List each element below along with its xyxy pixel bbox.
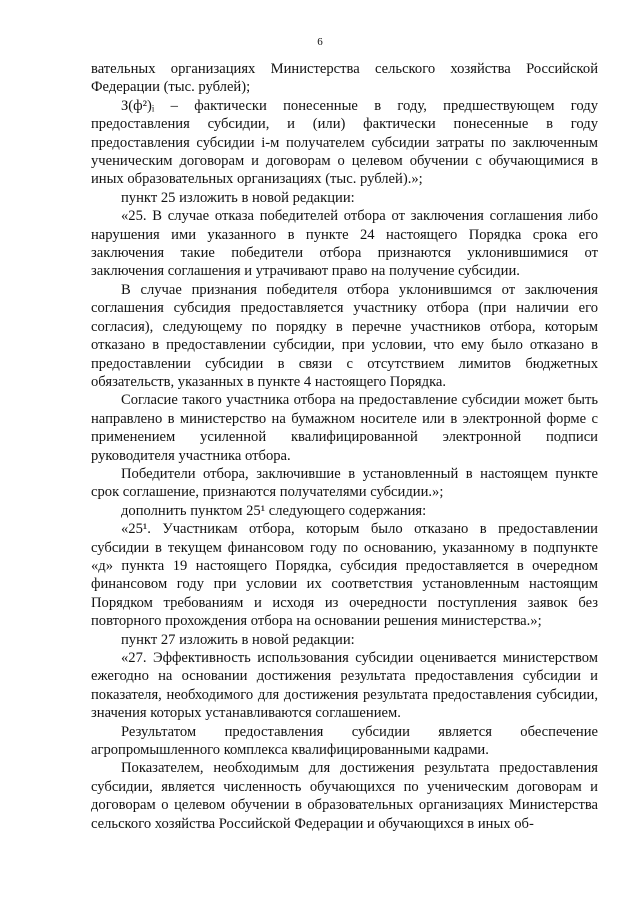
paragraph: дополнить пунктом 25¹ следующего содержания: [121, 502, 427, 519]
paragraph: В случае признания победителя отбора уклонившимся от заключения соглашения субсидия предоставляется участнику отбора (при наличии его согласия), следующему по порядку в перечне участников отбора, которым отказано в предоставлении субсидии, при условии, что ему было отказано в предоставлении субсидии в связи с отсутствием лимитов бюджетных обязательств, указанных в пункте 4 настоящего Порядка. [91, 281, 598, 390]
paragraph: вательных организациях Министерства сельского хозяйства Российской Федерации (тыс. рублей); [91, 61, 598, 96]
paragraph: Результатом предоставления субсидии является обеспечение агропромышленного комплекса квалифицированными кадрами. [91, 723, 598, 759]
paragraph: Согласие такого участника отбора на предоставление субсидии может быть направлено в министерство на бумажном носителе или в электронной форме с применением усиленной квалифицированной электронной подписи руководителя участника отбора. [91, 392, 598, 464]
page-number: 6 [317, 36, 323, 48]
paragraph: Победители отбора, заключившие в установленный в настоящем пункте срок соглашение, признаются получателями субсидии.»; [91, 465, 598, 501]
paragraph: Показателем, необходимым для достижения результата предоставления субсидии, является численность обучающихся по ученическим договорам и договорам о целевом обучении в образовательных организациях Министерства сельского хозяйства Российской Федерации и обучающихся в иных об- [91, 760, 598, 832]
paragraph: «25¹. Участникам отбора, которым было отказано в предоставлении субсидии в текущем финансовом году по основанию, указанному в подпункте «д» пункта 19 настоящего Порядка, субсидия предоставляется в очередном финансовом году при условии их соответствия установленным настоящим Порядком требованиям и исходя из очередности поступления заявок без повторного прохождения отбора на основании решения министерства.»; [91, 521, 598, 630]
paragraph: «25. В случае отказа победителей отбора от заключения соглашения либо нарушения ими указанного в пункте 24 настоящего Порядка срока его заключения такие победители отбора признаются уклонившимися от заключения соглашения и утрачивают право на получение субсидии. [91, 208, 598, 280]
paragraph: З(ф²)ᵢ – фактически понесенные в году, предшествующем году предоставления субсидии, и (или) фактически понесенные в году предоставления субсидии i-м получателем субсидии затраты по заключенным ученическим договорам и договорам о целевом обучении с обучающимися в иных образовательных организациях (тыс. рублей).»; [91, 97, 598, 188]
document-body [91, 60, 598, 833]
paragraph: пункт 25 изложить в новой редакции: [121, 189, 355, 206]
paragraph: «27. Эффективность использования субсидии оценивается министерством ежегодно на основании достижения результата предоставления субсидии и показателя, необходимого для достижения результата предоставления субсидии, значения которых устанавливаются соглашением. [91, 650, 598, 722]
paragraph: пункт 27 изложить в новой редакции: [121, 631, 355, 648]
